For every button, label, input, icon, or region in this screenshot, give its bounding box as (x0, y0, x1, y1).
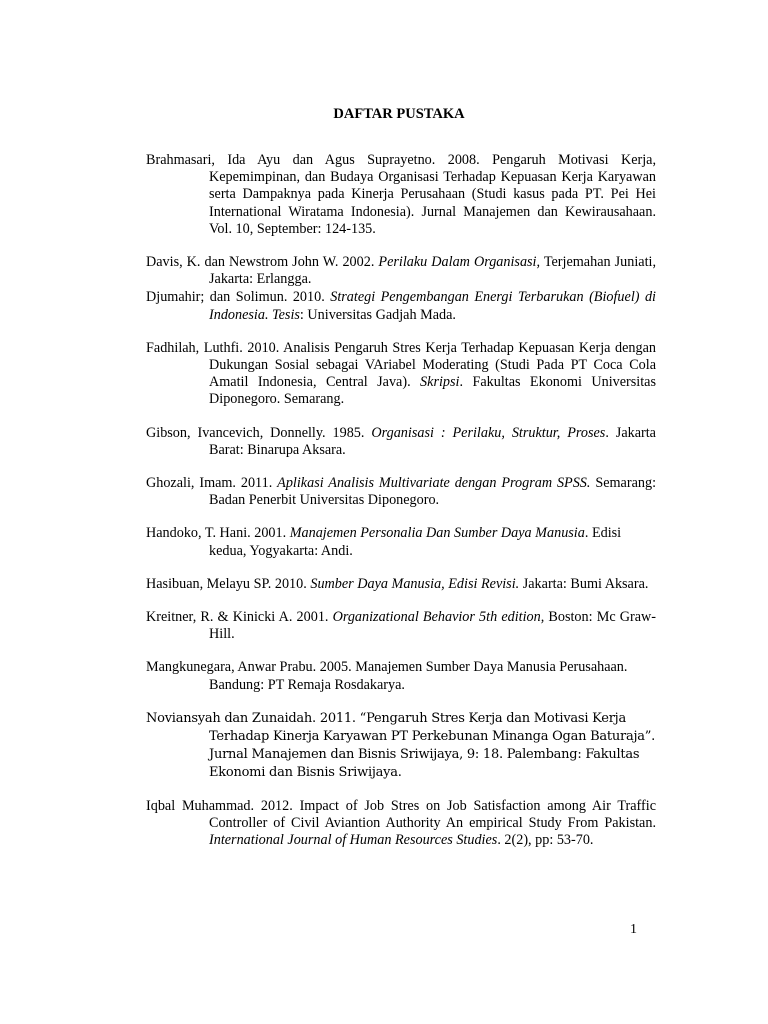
reference-italic-text: Strategi Pengembangan Energi Terbarukan (Biofuel) di Indonesia. Tesis (209, 289, 656, 323)
reference-text: Boston: Mc Graw-Hill. (209, 609, 656, 643)
reference-entry (146, 710, 656, 782)
reference-text: Ghozali, Imam. 2011. (146, 475, 278, 492)
reference-entry (146, 525, 656, 559)
reference-entry (146, 576, 656, 593)
reference-italic-text: International Journal of Human Resources Studies (209, 832, 498, 849)
reference-text: Terjemahan Juniati, Jakarta: Erlangga. (209, 254, 656, 288)
reference-text: Semarang: Badan Penerbit Universitas Diponegoro. (209, 475, 657, 509)
reference-text: Brahmasari, Ida Ayu dan Agus Suprayetno. 2008. Pengaruh Motivasi Kerja, Kepemimpinan, dan Budaya Organisasi Terhadap Kepuasan Kerja Karyawan serta Dampaknya pada Kinerja Perusahaan (Studi kasus pada PT. Pei Hei International Wiratama Indonesia). Jurnal Manajemen dan Kewirausahaan. Vol. 10, September: 124-135. (146, 152, 656, 237)
reference-entry (146, 475, 656, 509)
reference-text: Noviansyah dan Zunaidah. 2011. “Pengaruh Stres Kerja dan Motivasi Kerja Terhadap Kinerja Karyawan PT Perkebunan Minanga Ogan Baturaja”. Jurnal Manajemen dan Bisnis Sriwijaya, 9: 18. Palembang: Fakultas Ekonomi dan Bisnis Sriwijaya. (146, 710, 656, 780)
reference-entry (146, 254, 656, 288)
reference-text: . Edisi kedua, Yogyakarta: Andi. (209, 525, 622, 559)
reference-text: Davis, K. dan Newstrom John W. 2002. (146, 254, 379, 271)
page-number: 1 (630, 922, 637, 937)
reference-text: . Jakarta Barat: Binarupa Aksara. (209, 424, 656, 458)
reference-text: Djumahir; dan Solimun. 2010. (146, 289, 331, 306)
page-title: DAFTAR PUSTAKA (333, 106, 465, 122)
reference-text: Kreitner, R. & Kinicki A. 2001. (146, 609, 333, 626)
reference-entry (146, 152, 656, 238)
reference-text: Jakarta: Bumi Aksara. (519, 575, 649, 592)
reference-entry (146, 340, 656, 409)
reference-text: Handoko, T. Hani. 2001. (146, 525, 290, 542)
reference-text: Iqbal Muhammad. 2012. Impact of Job Stres on Job Satisfaction among Air Traffic Controller of Civil Aviantion Authority An empirical Study From Pakistan. (146, 797, 656, 832)
reference-entry (146, 659, 656, 693)
reference-entry (146, 798, 656, 850)
reference-entry (146, 425, 656, 459)
reference-italic-text: Organisasi : Perilaku, Struktur, Proses (371, 424, 606, 441)
reference-italic-text: Skripsi (420, 374, 460, 391)
reference-entry (146, 289, 656, 323)
reference-text: Gibson, Ivancevich, Donnelly. 1985. (146, 424, 372, 441)
reference-italic-text: Perilaku Dalam Organisasi, (378, 254, 541, 271)
reference-list (146, 152, 656, 865)
reference-italic-text: Aplikasi Analisis Multivariate dengan Program SPSS. (277, 475, 591, 492)
reference-text: . Fakultas Ekonomi Universitas Diponegoro. Semarang. (209, 374, 656, 408)
reference-text: : Universitas Gadjah Mada. (299, 306, 456, 323)
reference-text: Mangkunegara, Anwar Prabu. 2005. Manajemen Sumber Daya Manusia Perusahaan. Bandung: PT Remaja Rosdakarya. (146, 659, 628, 693)
reference-text: . 2(2), pp: 53-70. (497, 832, 594, 849)
reference-italic-text: Sumber Daya Manusia, Edisi Revisi. (310, 575, 520, 592)
reference-italic-text: Organizational Behavior 5th edition, (332, 609, 545, 626)
reference-entry (146, 609, 656, 643)
reference-italic-text: Manajemen Personalia Dan Sumber Daya Manusia (289, 525, 585, 542)
reference-text: Hasibuan, Melayu SP. 2010. (146, 575, 311, 592)
reference-text: Fadhilah, Luthfi. 2010. Analisis Pengaruh Stres Kerja Terhadap Kepuasan Kerja dengan Dukungan Sosial sebagai VAriabel Moderating (Studi Pada PT Coca Cola Amatil Indonesia, Central Java). (146, 339, 656, 391)
